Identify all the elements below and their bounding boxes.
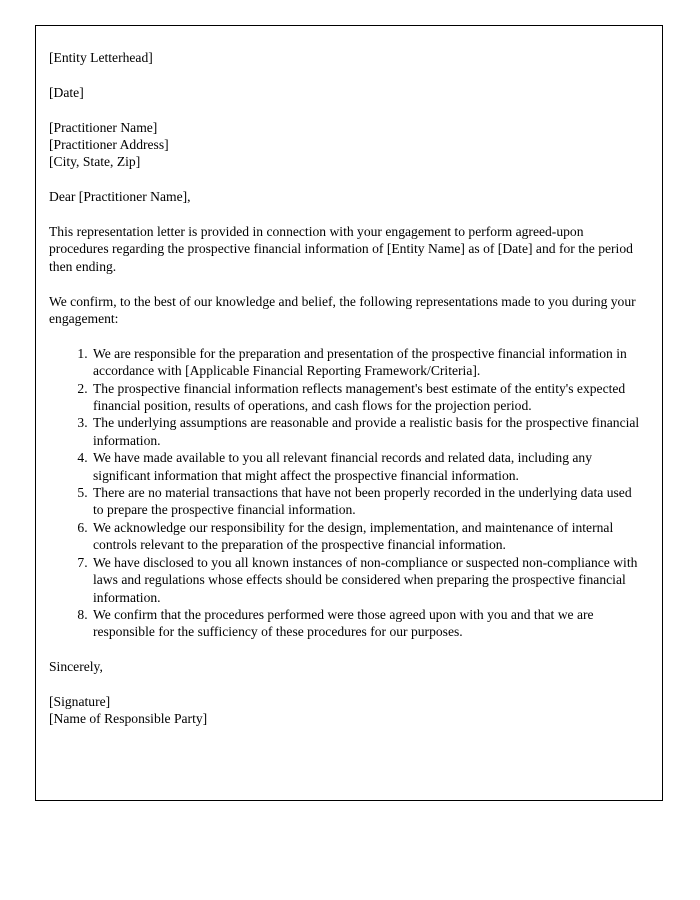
confirmation-paragraph: We confirm, to the best of our knowledge and belief, the following representations made to you during your engagement: (49, 293, 636, 327)
entity-letterhead: [Entity Letterhead] (49, 50, 153, 65)
date-line: [Date] (49, 84, 84, 100)
recipient-address: [Practitioner Address] (49, 137, 169, 152)
representations-list (49, 345, 644, 641)
letter-page (35, 25, 663, 801)
list-item: 8. We confirm that the procedures performed were those agreed upon with you and that we are responsible for the sufficiency of these procedures for our purposes. (91, 606, 644, 641)
list-item: 7. We have disclosed to you all known instances of non-compliance or suspected non-compliance with laws and regulations whose effects should be considered when preparing the prospective financial information. (91, 554, 644, 606)
list-item: 4. We have made available to you all relevant financial records and related data, including any significant information that might affect the prospective financial information. (91, 449, 644, 484)
signature-block (49, 693, 644, 728)
list-item: 1. We are responsible for the preparation and presentation of the prospective financial information in accordance with [Applicable Financial Reporting Framework/Criteria]. (91, 345, 644, 380)
signature-placeholder: [Signature] (49, 693, 111, 709)
list-item: 3. The underlying assumptions are reasonable and provide a realistic basis for the prospective financial information. (91, 414, 644, 449)
recipient-block (49, 119, 644, 171)
recipient-name: [Practitioner Name] (49, 119, 158, 135)
list-item: 5. There are no material transactions that have not been properly recorded in the underlying data used to prepare the prospective financial information. (91, 484, 644, 519)
salutation: Dear [Practitioner Name], (49, 189, 191, 205)
list-item: 2. The prospective financial information reflects management's best estimate of the entity's expected financial position, results of operations, and cash flows for the projection period. (91, 380, 644, 415)
list-item: 6. We acknowledge our responsibility for the design, implementation, and maintenance of internal controls relevant to the preparation of the prospective financial information. (91, 519, 644, 554)
recipient-city-state-zip: [City, State, Zip] (49, 154, 141, 170)
responsible-party: [Name of Responsible Party] (49, 711, 208, 727)
closing: Sincerely, (49, 659, 103, 675)
intro-paragraph: This representation letter is provided in connection with your engagement to perform agreed-upon procedures regarding the prospective financial information of [Entity Name] as of [Date] and for the period then ending. (49, 224, 633, 274)
